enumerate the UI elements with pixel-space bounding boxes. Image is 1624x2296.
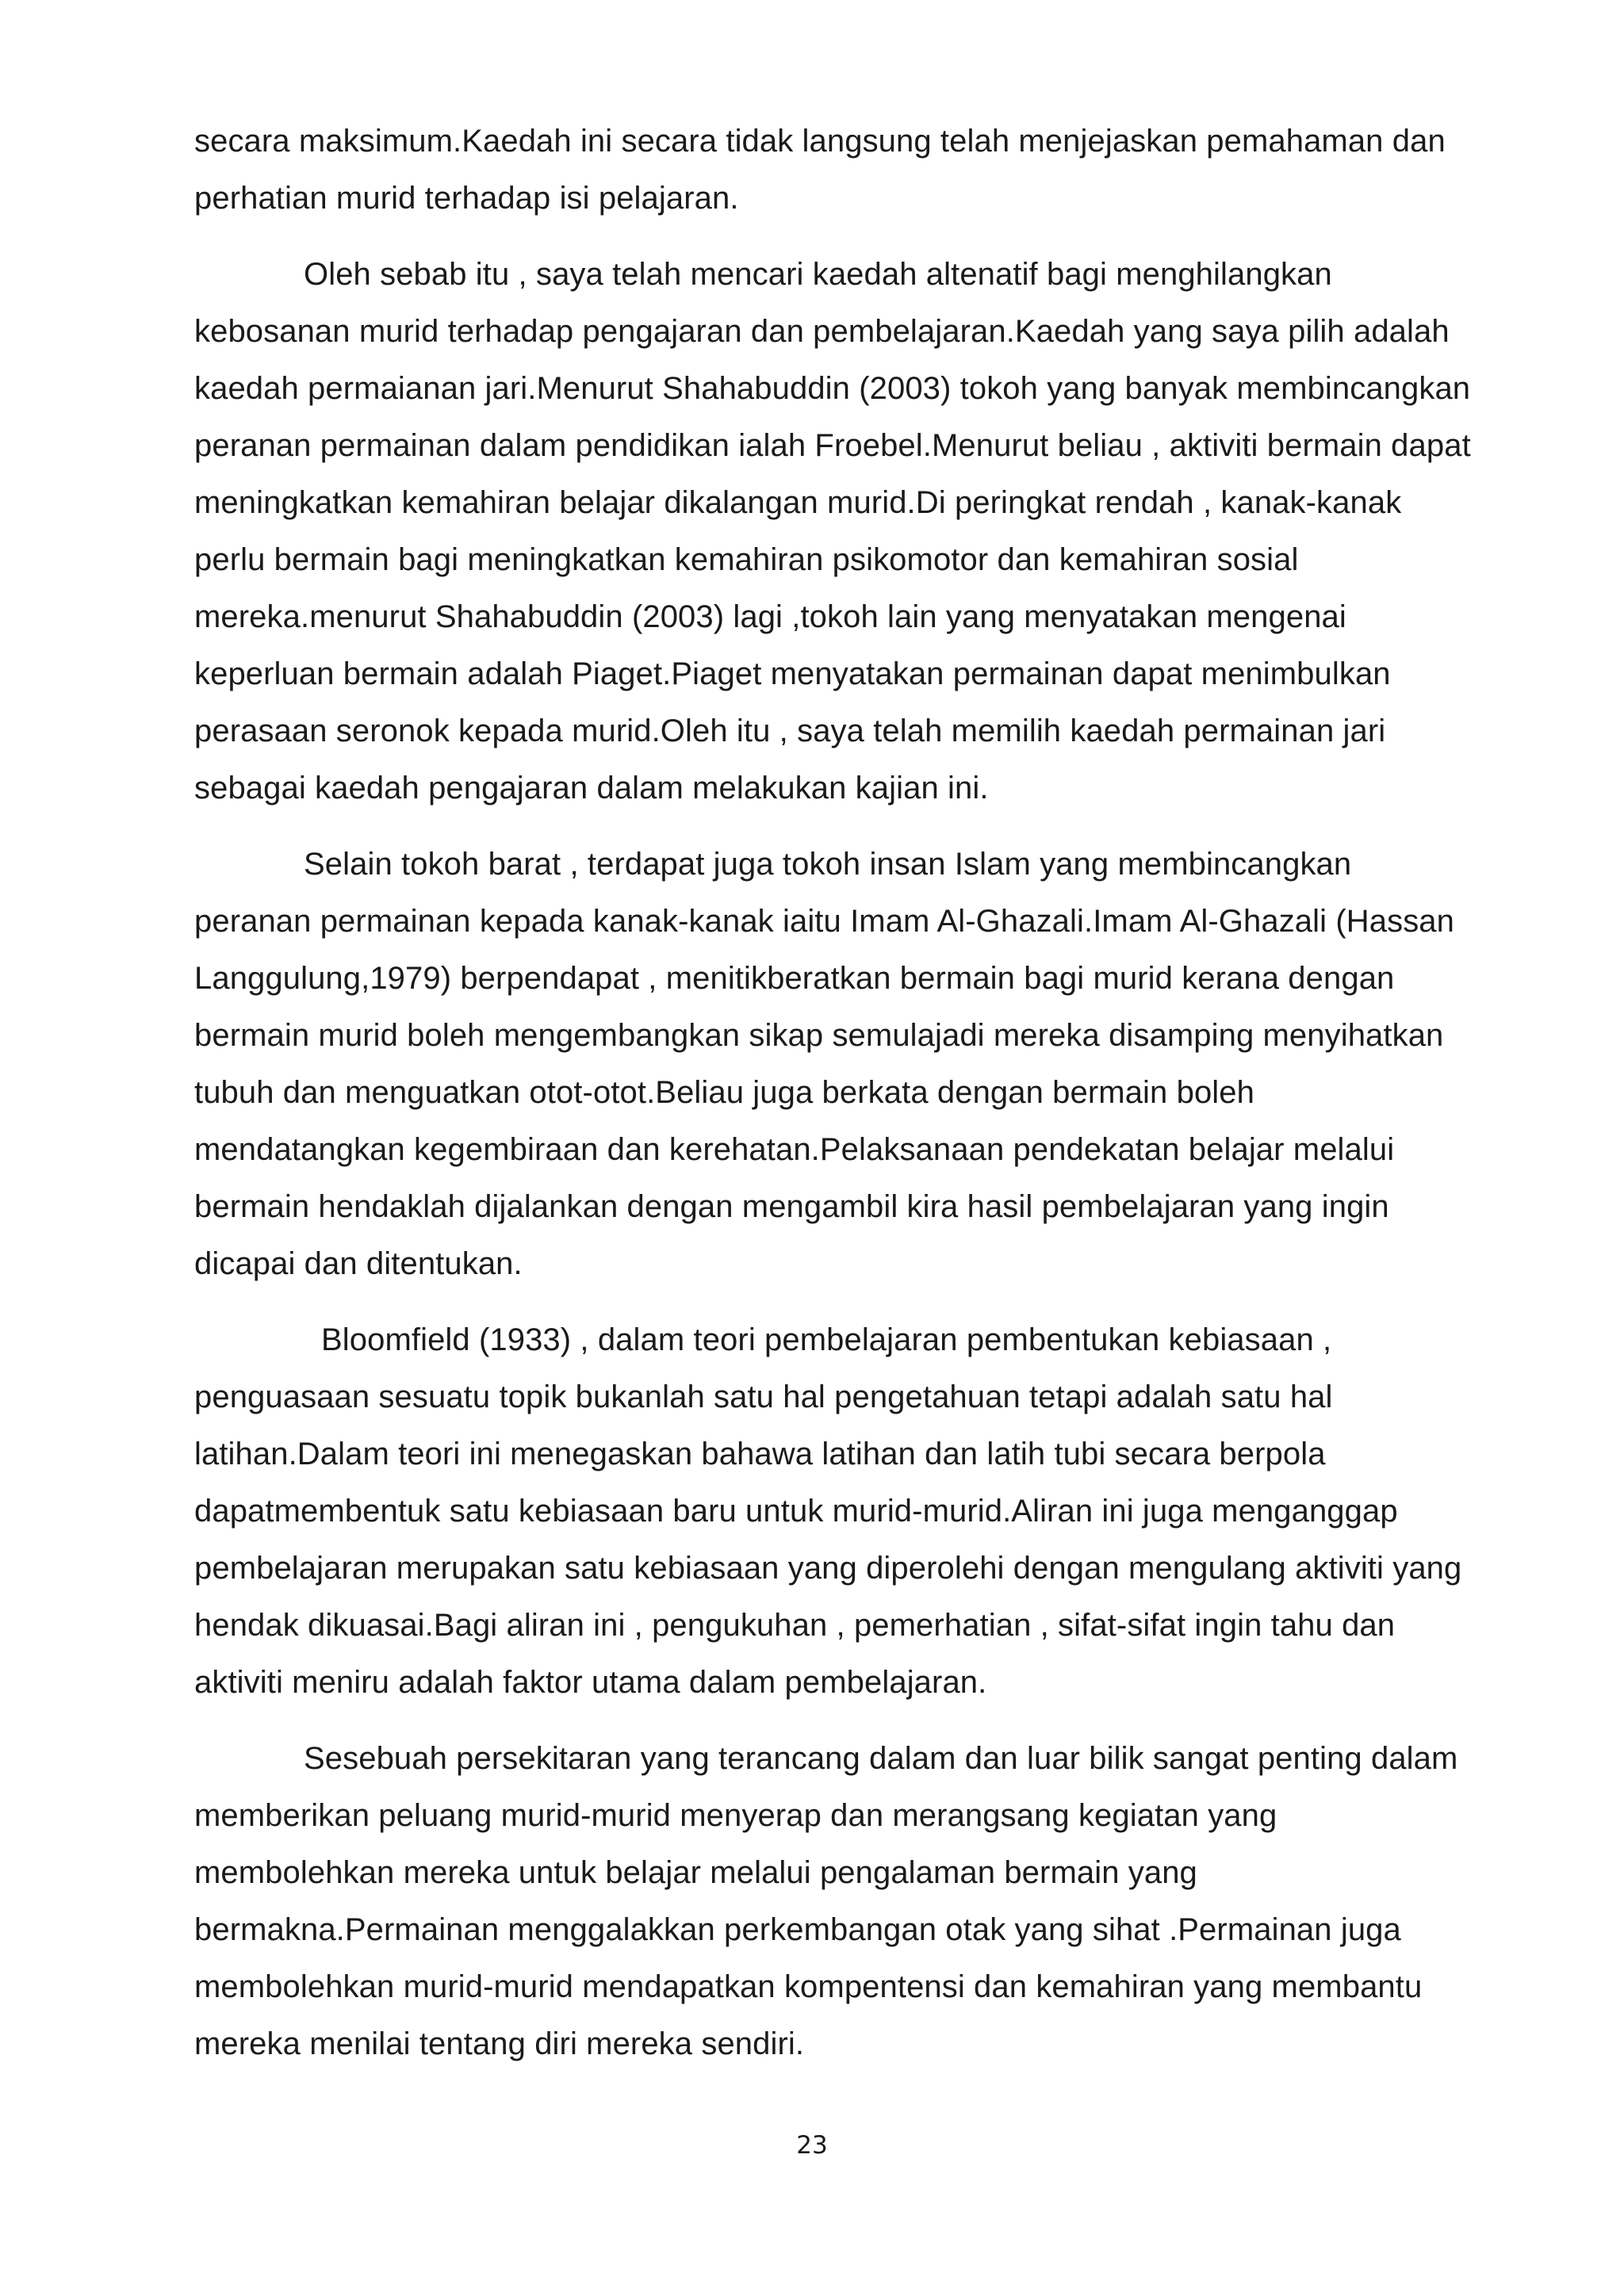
text-line: bermain hendaklah dijalankan dengan mengambil kira hasil pembelajaran yang ingin (194, 1189, 1389, 1224)
document-body (194, 113, 1511, 2091)
text-line: mereka.menurut Shahabuddin (2003) lagi ,tokoh lain yang menyatakan mengenai (194, 599, 1346, 634)
text-line: Selain tokoh barat , terdapat juga tokoh insan Islam yang membincangkan (304, 847, 1352, 882)
text-line: secara maksimum.Kaedah ini secara tidak langsung telah menjejaskan pemahaman dan (194, 124, 1446, 159)
page-number: 23 (796, 2131, 828, 2160)
paragraph-3 (194, 836, 1511, 1292)
paragraph-4 (194, 1311, 1511, 1711)
text-line: latihan.Dalam teori ini menegaskan bahawa latihan dan latih tubi secara berpola (194, 1437, 1326, 1471)
text-line: dapatmembentuk satu kebiasaan baru untuk murid-murid.Aliran ini juga menganggap (194, 1494, 1398, 1529)
text-line: peranan permainan kepada kanak-kanak iaitu Imam Al-Ghazali.Imam Al-Ghazali (Hassan (194, 904, 1454, 939)
text-line: hendak dikuasai.Bagi aliran ini , pengukuhan , pemerhatian , sifat-sifat ingin tahu dan (194, 1608, 1396, 1643)
text-line: membolehkan mereka untuk belajar melalui pengalaman bermain yang (194, 1855, 1197, 1890)
text-line: perlu bermain bagi meningkatkan kemahiran psikomotor dan kemahiran sosial (194, 542, 1299, 577)
text-line: mereka menilai tentang diri mereka sendiri. (194, 2026, 805, 2061)
text-line: Langgulung,1979) berpendapat , menitikberatkan bermain bagi murid kerana dengan (194, 961, 1395, 996)
text-line: sebagai kaedah pengajaran dalam melakukan kajian ini. (194, 771, 989, 806)
text-line: bermain murid boleh mengembangkan sikap semulajadi mereka disamping menyihatkan (194, 1018, 1444, 1053)
text-line: memberikan peluang murid-murid menyerap dan merangsang kegiatan yang (194, 1798, 1277, 1833)
text-line: penguasaan sesuatu topik bukanlah satu hal pengetahuan tetapi adalah satu hal (194, 1380, 1333, 1414)
text-line: pembelajaran merupakan satu kebiasaan yang diperolehi dengan mengulang aktiviti yang (194, 1551, 1462, 1586)
text-line: peranan permainan dalam pendidikan ialah Froebel.Menurut beliau , aktiviti bermain dapat (194, 428, 1471, 463)
paragraph-1 (194, 113, 1511, 227)
text-line: perasaan seronok kepada murid.Oleh itu , saya telah memilih kaedah permainan jari (194, 714, 1386, 748)
text-line: perhatian murid terhadap isi pelajaran. (194, 181, 739, 216)
text-line: meningkatkan kemahiran belajar dikalangan murid.Di peringkat rendah , kanak-kanak (194, 485, 1402, 520)
text-line: Sesebuah persekitaran yang terancang dalam dan luar bilik sangat penting dalam (304, 1741, 1458, 1776)
text-line: kebosanan murid terhadap pengajaran dan pembelajaran.Kaedah yang saya pilih adalah (194, 314, 1450, 349)
text-line: Oleh sebab itu , saya telah mencari kaedah altenatif bagi menghilangkan (304, 257, 1332, 292)
text-line: mendatangkan kegembiraan dan kerehatan.Pelaksanaan pendekatan belajar melalui (194, 1132, 1395, 1167)
paragraph-5 (194, 1730, 1511, 2072)
text-line: aktiviti meniru adalah faktor utama dalam pembelajaran. (194, 1665, 987, 1700)
paragraph-2 (194, 246, 1511, 817)
text-line: bermakna.Permainan menggalakkan perkembangan otak yang sihat .Permainan juga (194, 1912, 1401, 1947)
text-line: kaedah permaianan jari.Menurut Shahabuddin (2003) tokoh yang banyak membincangkan (194, 371, 1471, 406)
text-line: tubuh dan menguatkan otot-otot.Beliau juga berkata dengan bermain boleh (194, 1075, 1254, 1110)
text-line: dicapai dan ditentukan. (194, 1246, 523, 1281)
text-line: membolehkan murid-murid mendapatkan kompentensi dan kemahiran yang membantu (194, 1969, 1423, 2004)
text-line: Bloomfield (1933) , dalam teori pembelajaran pembentukan kebiasaan , (321, 1322, 1332, 1357)
text-line: keperluan bermain adalah Piaget.Piaget menyatakan permainan dapat menimbulkan (194, 656, 1391, 691)
